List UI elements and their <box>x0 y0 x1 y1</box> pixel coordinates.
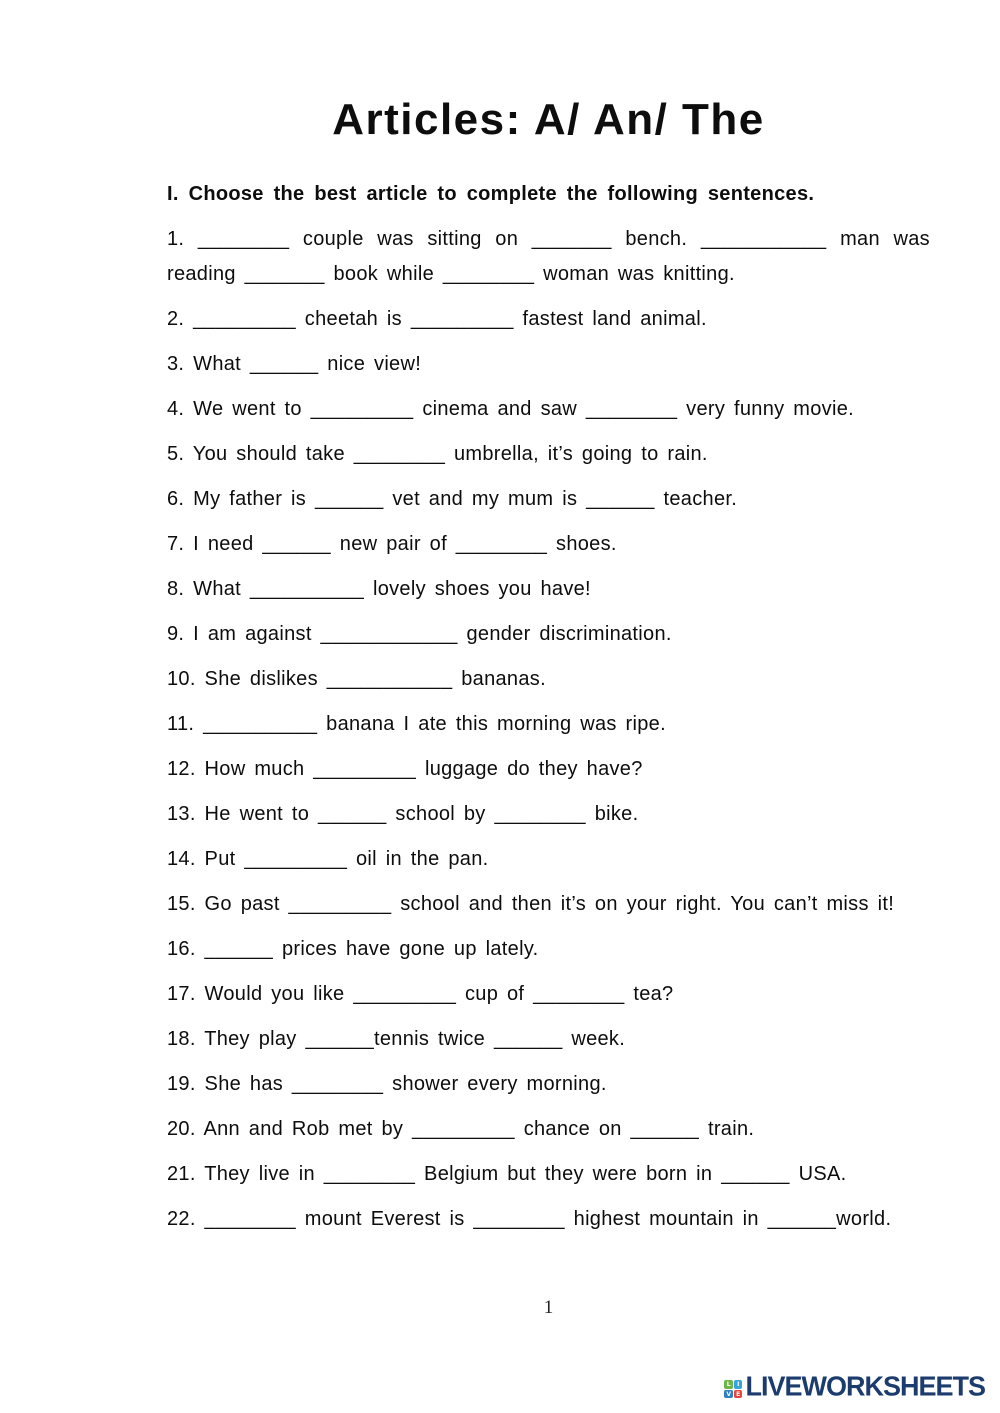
logo-tile-l: L <box>724 1380 733 1389</box>
sentence-item-16: 16. ______ prices have gone up lately. <box>167 938 539 960</box>
sentence-item-10: 10. She dislikes ___________ bananas. <box>167 668 546 690</box>
logo-tile-v: V <box>726 1390 732 1398</box>
sentence-item-15: 15. Go past _________ school and then it’s on your right. You can’t miss it! <box>167 893 895 915</box>
sentence-item-17: 17. Would you like _________ cup of ________ tea? <box>167 983 674 1005</box>
sentence-item-5: 5. You should take ________ umbrella, it’s going to rain. <box>167 443 708 465</box>
sentence-item-2: 2. _________ cheetah is _________ fastest land animal. <box>167 308 707 330</box>
logo-tile-i: I <box>734 1380 743 1389</box>
worksheet-title: Articles: A/ An/ The <box>332 95 765 144</box>
page-number: 1 <box>543 1297 554 1318</box>
sentence-item-18: 18. They play ______tennis twice ______ week. <box>167 1028 626 1050</box>
sentence-item-3: 3. What ______ nice view! <box>167 353 422 375</box>
sentence-item-22: 22. ________ mount Everest is ________ highest mountain in ______world. <box>167 1208 892 1230</box>
sentence-item-8: 8. What __________ lovely shoes you have! <box>167 578 591 600</box>
instruction-heading: I. Choose the best article to complete the following sentences. <box>167 183 815 205</box>
sentence-item-1: 1. ________ couple was sitting on _______ bench. ___________ man was reading _______ book while ________ woman was knitting. <box>167 228 930 285</box>
sentence-item-11: 11. __________ banana I ate this morning was ripe. <box>167 713 666 735</box>
sentence-item-4: 4. We went to _________ cinema and saw ________ very funny movie. <box>167 398 854 420</box>
sentence-item-20: 20. Ann and Rob met by _________ chance on ______ train. <box>167 1118 755 1140</box>
liveworksheets-logo-icon <box>724 1380 742 1398</box>
liveworksheets-logo-text: LIVEWORKSHEETS <box>745 1370 985 1402</box>
liveworksheets-logo[interactable] <box>724 1371 985 1401</box>
sentence-item-19: 19. She has ________ shower every morning. <box>167 1073 607 1095</box>
sentence-item-9: 9. I am against ____________ gender discrimination. <box>167 623 672 645</box>
worksheet-content <box>167 0 930 1247</box>
sentence-item-13: 13. He went to ______ school by ________ bike. <box>167 803 639 825</box>
logo-tile-e: E <box>734 1390 743 1399</box>
sentence-item-6: 6. My father is ______ vet and my mum is ______ teacher. <box>167 488 738 510</box>
sentence-item-14: 14. Put _________ oil in the pan. <box>167 848 489 870</box>
sentence-item-21: 21. They live in ________ Belgium but they were born in ______ USA. <box>167 1163 847 1185</box>
sentence-item-12: 12. How much _________ luggage do they have? <box>167 758 643 780</box>
sentence-item-7: 7. I need ______ new pair of ________ shoes. <box>167 533 617 555</box>
